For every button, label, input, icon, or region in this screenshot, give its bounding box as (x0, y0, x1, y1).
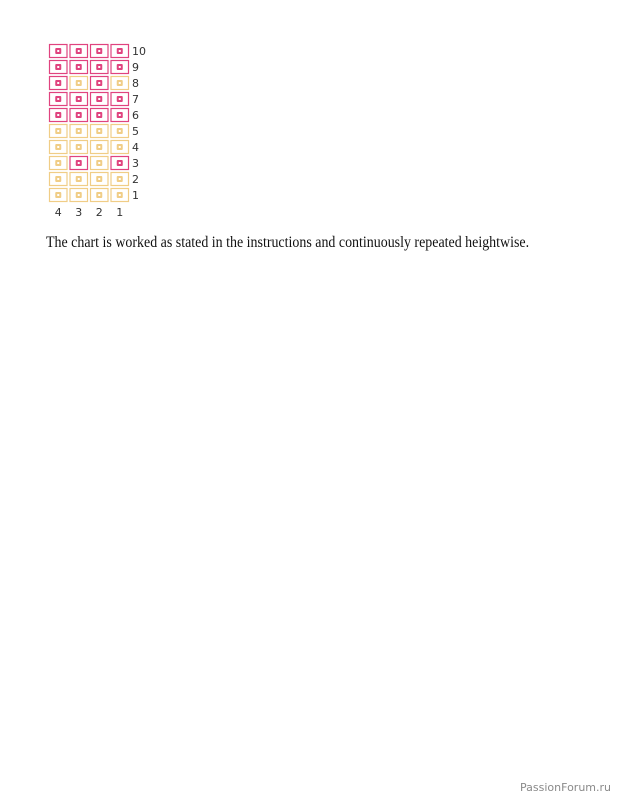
chart-cell-row-4-col-4 (50, 141, 68, 154)
row-label-6: 6 (132, 109, 139, 122)
chart-cell-row-8-col-4 (50, 77, 68, 90)
row-label-8: 8 (132, 77, 139, 90)
chart-cell-row-9-col-2 (91, 61, 109, 74)
chart-cell-row-1-col-3 (70, 189, 88, 202)
chart-cell-row-3-col-4 (50, 157, 68, 170)
chart-caption: The chart is worked as stated in the instructions and continuously repeated heightwise. (46, 234, 530, 251)
chart-cell-row-9-col-1 (111, 61, 129, 74)
row-label-4: 4 (132, 141, 139, 154)
column-label-2: 2 (95, 206, 103, 219)
row-label-3: 3 (132, 157, 139, 170)
chart-cell-row-10-col-4 (50, 45, 68, 58)
chart-cell-row-3-col-2 (91, 157, 109, 170)
chart-cell-row-1-col-1 (111, 189, 129, 202)
chart-cell-row-2-col-1 (111, 173, 129, 186)
chart-cell-row-1-col-4 (50, 189, 68, 202)
chart-cell-row-5-col-4 (50, 125, 68, 138)
chart-cell-row-3-col-3 (70, 157, 88, 170)
chart-cell-row-8-col-3 (70, 77, 88, 90)
chart-cell-row-6-col-1 (111, 109, 129, 122)
row-label-2: 2 (132, 173, 139, 186)
row-label-5: 5 (132, 125, 139, 138)
chart-cell-row-8-col-2 (91, 77, 109, 90)
chart-cell-row-5-col-2 (91, 125, 109, 138)
column-label-1: 1 (116, 206, 124, 219)
row-label-10: 10 (132, 45, 146, 58)
row-label-9: 9 (132, 61, 139, 74)
chart-cell-row-7-col-3 (70, 93, 88, 106)
chart-cell-row-4-col-1 (111, 141, 129, 154)
chart-cell-row-3-col-1 (111, 157, 129, 170)
chart-cell-row-4-col-2 (91, 141, 109, 154)
row-label-1: 1 (132, 189, 139, 202)
chart-cell-row-1-col-2 (91, 189, 109, 202)
chart-cell-row-2-col-2 (91, 173, 109, 186)
chart-cell-row-6-col-4 (50, 109, 68, 122)
chart-cell-row-6-col-2 (91, 109, 109, 122)
chart-cell-row-7-col-4 (50, 93, 68, 106)
chart-cell-row-9-col-3 (70, 61, 88, 74)
chart-cell-row-6-col-3 (70, 109, 88, 122)
chart-cell-row-7-col-1 (111, 93, 129, 106)
chart-cell-row-5-col-1 (111, 125, 129, 138)
column-label-4: 4 (54, 206, 62, 219)
chart-cell-row-2-col-4 (50, 173, 68, 186)
chart-cell-row-10-col-3 (70, 45, 88, 58)
watermark: PassionForum.ru (520, 781, 611, 794)
chart-cell-row-10-col-1 (111, 45, 129, 58)
knitting-chart (40, 38, 160, 220)
chart-cell-row-8-col-1 (111, 77, 129, 90)
chart-cell-row-2-col-3 (70, 173, 88, 186)
chart-cell-row-9-col-4 (50, 61, 68, 74)
chart-cell-row-7-col-2 (91, 93, 109, 106)
row-label-7: 7 (132, 93, 139, 106)
chart-cell-row-5-col-3 (70, 125, 88, 138)
chart-cell-row-10-col-2 (91, 45, 109, 58)
column-label-3: 3 (75, 206, 83, 219)
chart-cell-row-4-col-3 (70, 141, 88, 154)
